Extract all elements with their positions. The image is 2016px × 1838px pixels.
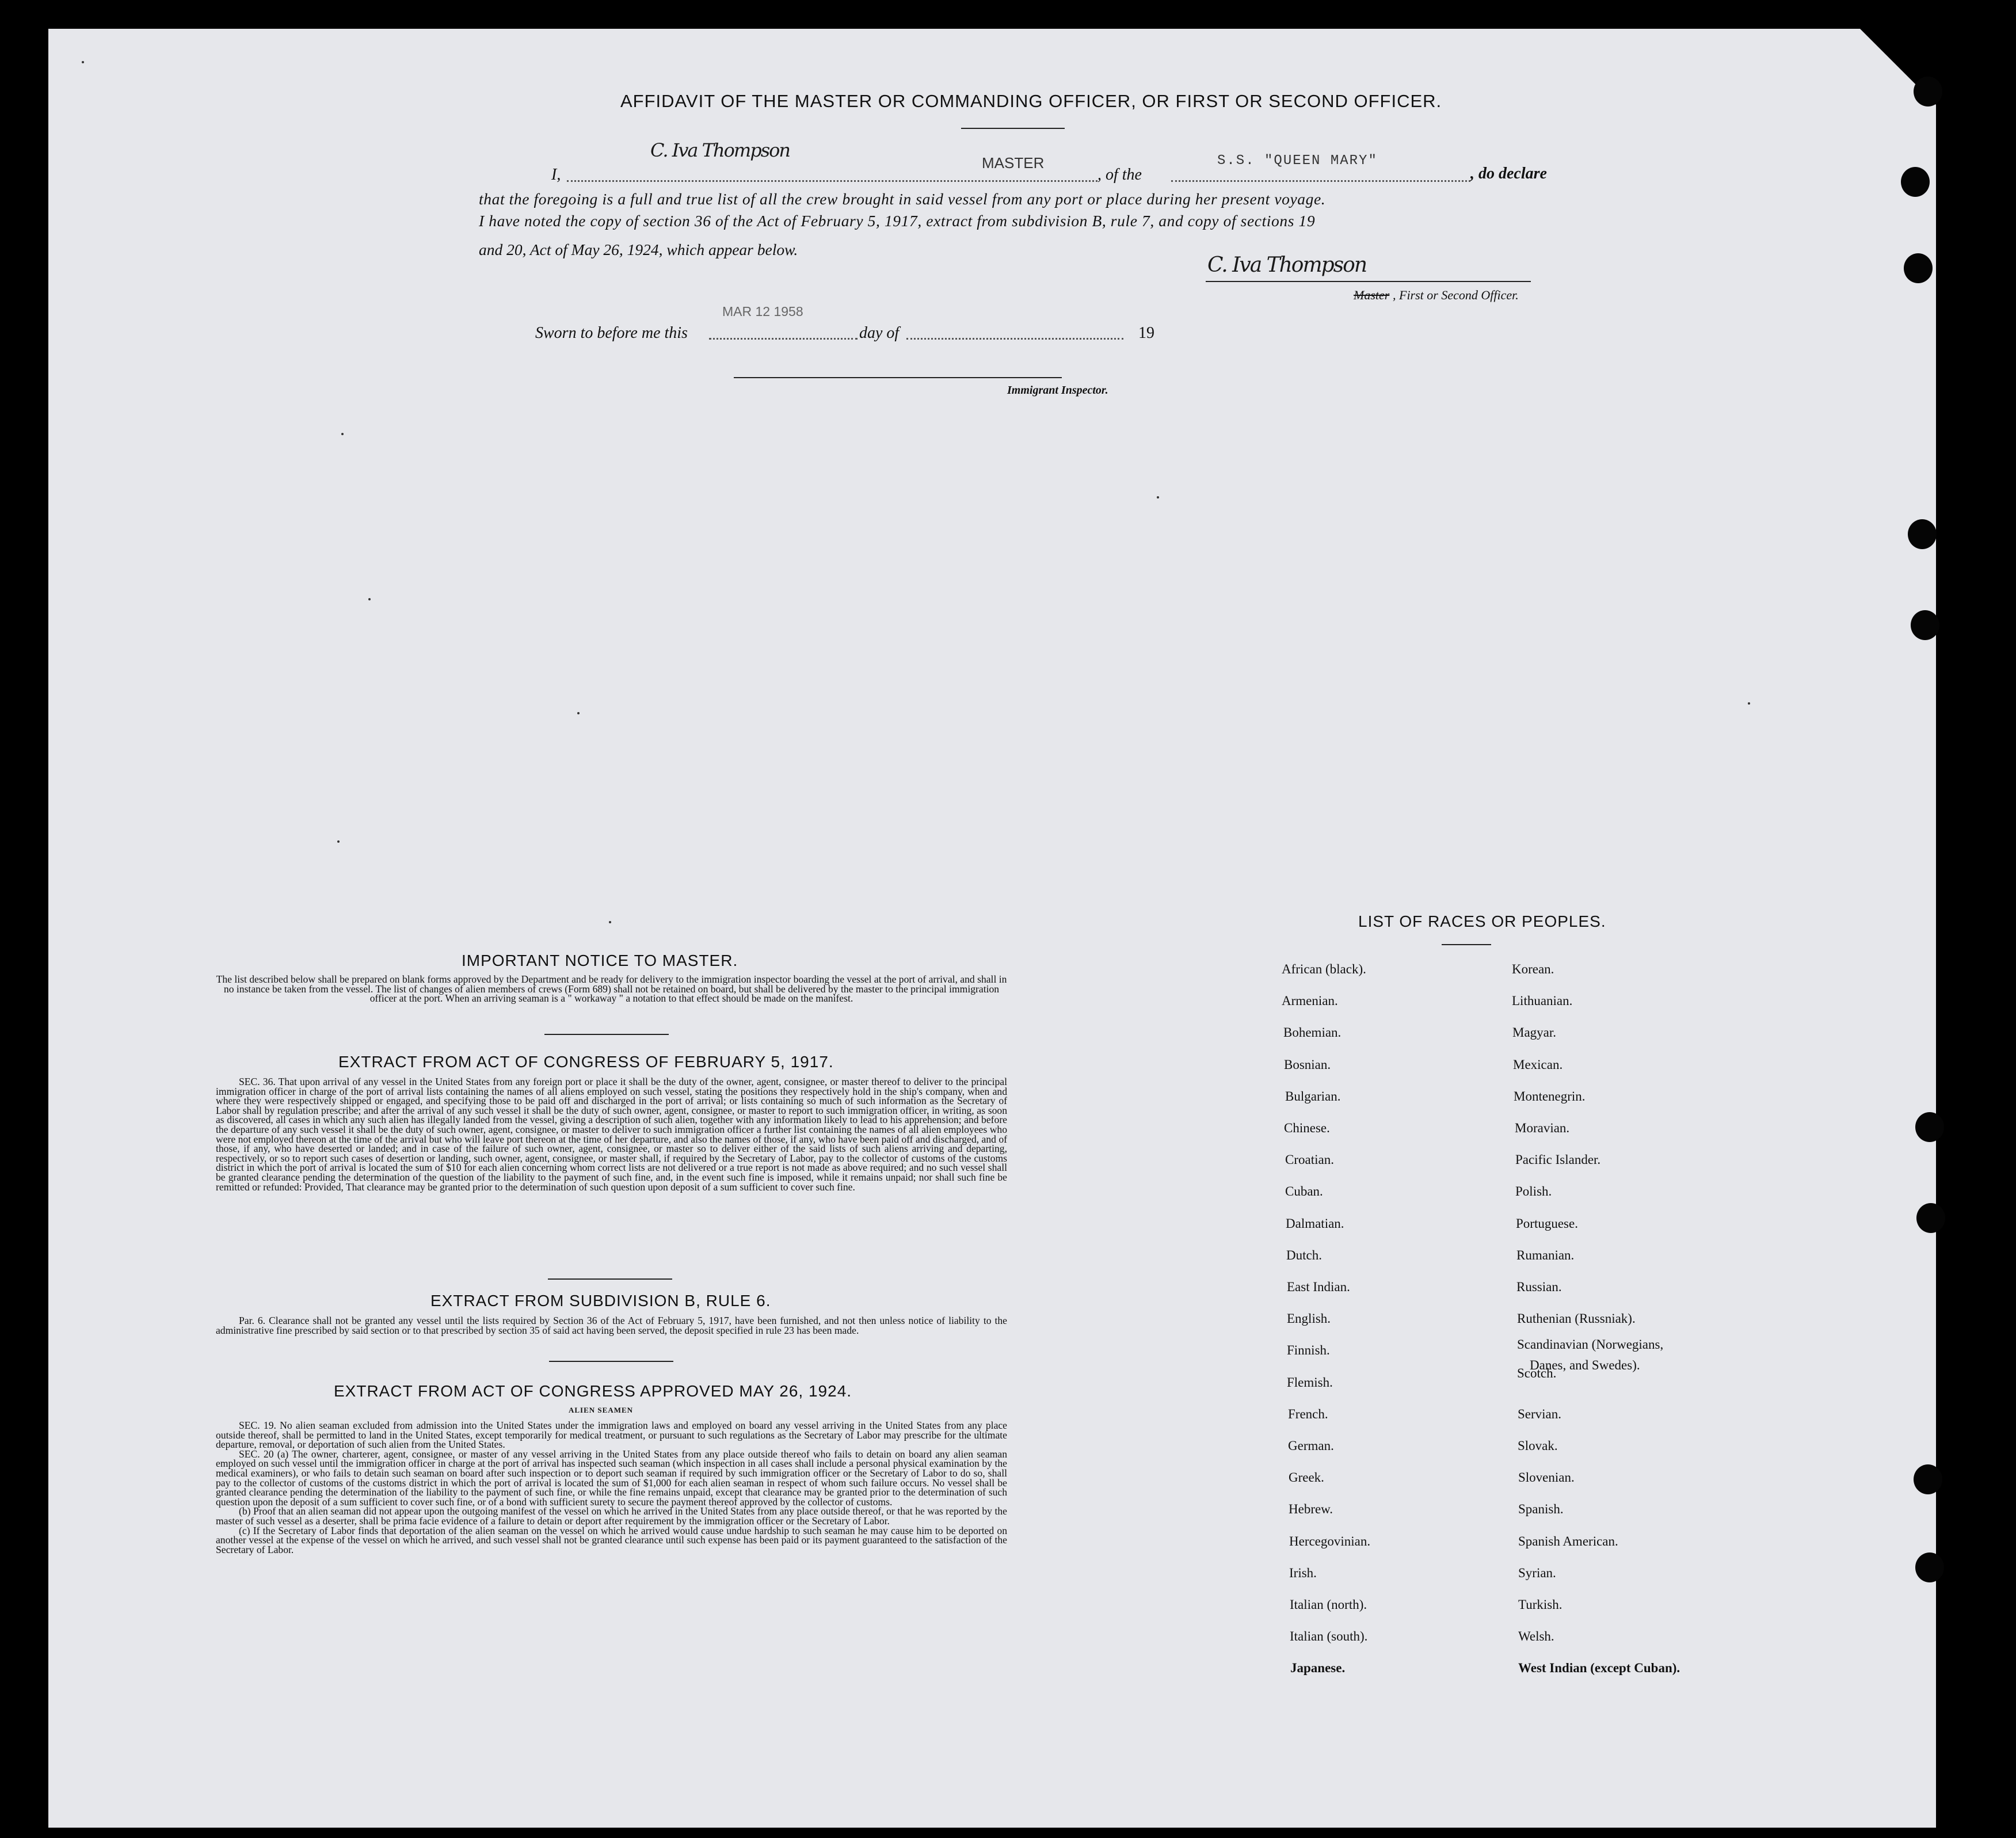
extract-1924-body xyxy=(216,1421,1007,1554)
notice-title: IMPORTANT NOTICE TO MASTER. xyxy=(462,952,738,969)
divider xyxy=(549,1361,673,1362)
divider xyxy=(548,1278,672,1280)
of-the-label: , of the xyxy=(1097,166,1142,184)
race-item: Chinese. xyxy=(1284,1121,1330,1135)
affidavit-title: AFFIDAVIT OF THE MASTER OR COMMANDING OFFICER, OR FIRST OR SECOND OFFICER. xyxy=(620,91,1442,111)
race-item: Dalmatian. xyxy=(1286,1216,1344,1231)
race-item: Bosnian. xyxy=(1284,1057,1331,1072)
race-item: Servian. xyxy=(1518,1407,1562,1421)
race-item: Bohemian. xyxy=(1283,1025,1342,1040)
race-item: Italian (north). xyxy=(1290,1597,1367,1612)
master-struck: Master xyxy=(1354,288,1390,302)
race-item-continuation: Danes, and Swedes). xyxy=(1530,1358,1640,1372)
alien-seamen-subtitle: ALIEN SEAMEN xyxy=(569,1406,634,1414)
vessel-line xyxy=(1171,180,1470,182)
do-declare-label: , do declare xyxy=(1470,165,1547,182)
affidavit-line-1: that the foregoing is a full and true list of all the crew brought in said vessel from any port or place during her present voyage. xyxy=(479,190,1326,208)
race-item: Polish. xyxy=(1515,1184,1552,1198)
race-item: Spanish. xyxy=(1518,1502,1564,1516)
race-item: French. xyxy=(1288,1407,1328,1421)
inspector-caption: Immigrant Inspector. xyxy=(1007,384,1108,397)
punch-hole xyxy=(1914,77,1942,106)
race-item: East Indian. xyxy=(1287,1280,1350,1294)
extract-rule6-text: Par. 6. Clearance shall not be granted any vessel until the lists required by Section 36 of the Act of February 5, 1917, have been furnished, and not then unless notice of liability to the administrative fine prescribed by said section or to that prescribed by section 35 of said act having been served, the deposit specified in rule 23 has been made. xyxy=(216,1315,1007,1336)
race-item: Dutch. xyxy=(1286,1248,1322,1262)
sworn-day-line xyxy=(709,338,858,340)
race-item: Lithuanian. xyxy=(1512,994,1573,1008)
notice-paragraph: The list described below shall be prepared on blank forms approved by the Department and be ready for delivery to the immigration inspector boarding the vessel at the port of arrival, and shall in no instance be taken from the vessel. The list of changes of alien members of crews (Form 689) shall not be retained on board, but shall be delivered by the master to the principal immigration officer at the port. When an arriving seaman is a " workaway " a notation to that effect should be made on the manifest. xyxy=(216,973,1007,1004)
race-item: Rumanian. xyxy=(1516,1248,1575,1262)
race-item: German. xyxy=(1288,1439,1334,1453)
extract-1924-title: EXTRACT FROM ACT OF CONGRESS APPROVED MAY 26, 1924. xyxy=(334,1382,852,1400)
extract-1917-text: SEC. 36. That upon arrival of any vessel in the United States from any foreign port or place it shall be the duty of the owner, agent, consignee, or master thereof to deliver to the principal immigration officer in charge of the port of arrival lists containing the names of all aliens employed on such vessel, stating the positions they respectively hold in the ship's company, when and where they were respectively shipped or engaged, and specifying those to be paid off and discharged in the port of arrival; or lists containing so much of such information as the Secretary of Labor shall by regulation prescribe; and after the arrival of any such vessel it shall be the duty of such owner, agent, consignee, or master to report to such immigration officer, in writing, as soon as discovered, all cases in which any such alien has illegally landed from the vessel, giving a description of such alien, together with any information likely to lead to his apprehension; and before the departure of any such vessel it shall be the duty of such owner, agent, consignee, or master to deliver to such immigration officer a further list containing the names of all alien employees who were not employed thereon at the time of the arrival but who will leave port thereon at the time of her departure, and also the names of those, if any, who have been paid off and discharged, and of those, if any, who have deserted or landed; and in case of the failure of such owner, agent, consignee, or master so to deliver either of the said lists of such aliens arriving and departing, respectively, or so to report such cases of desertion or landing, such owner, agent, consignee, or master shall, if required by the Secretary of Labor, pay to the collector of customs of the customs district in which the port of arrival is located the sum of $10 for each alien concerning whom correct lists are not delivered or a true report is not made as above required; and no such vessel shall be granted clearance pending the determination of the question of the liability to the payment of such fine, and, in the event such fine is imposed, while it remains unpaid; nor shall such fine be remitted or refunded: Provided, That clearance may be granted prior to the determination of such question upon deposit of a sum sufficient to cover such fine. xyxy=(216,1076,1007,1193)
race-item: African (black). xyxy=(1282,962,1366,976)
speck xyxy=(609,921,611,923)
master-name-line xyxy=(567,180,1097,182)
affidavit-i-label: I, xyxy=(551,166,561,184)
punch-hole xyxy=(1908,519,1937,549)
extract-1924-para-2: SEC. 20 (a) The owner, charterer, agent, consignee, or master of any vessel arriving in the United States from any place outside thereof who fails to detain on board any alien seaman employed on such vessel until the immigration officer in charge at the port of arrival has inspected such seaman (which inspection in all cases shall include a personal physical examination by the medical examiners), or who fails to detain such seaman on board after such inspection or to deport such seaman if required by such immigration officer or the Secretary of Labor to do so, shall pay to the collector of customs of the customs district in which the port of arrival is located the sum of $1,000 for each alien seaman in respect of whom such failure occurs. No vessel shall be granted clearance pending the determination of the liability to the payment of such fine, or while the fine remains unpaid, except that clearance may be granted prior to the determination of such question upon the deposit of a sum sufficient to cover such fine, or of a bond with sufficient surety to secure the payment thereof approved by the collector of customs. xyxy=(216,1448,1007,1508)
race-item: West Indian (except Cuban). xyxy=(1518,1661,1680,1675)
punch-hole xyxy=(1915,1552,1944,1582)
race-item: Montenegrin. xyxy=(1514,1089,1586,1103)
punch-hole xyxy=(1911,610,1939,640)
punch-hole xyxy=(1904,253,1933,283)
extract-rule6-body xyxy=(216,1316,1007,1335)
race-item: Spanish American. xyxy=(1518,1534,1618,1548)
speck xyxy=(1748,702,1750,705)
race-item: Hercegovinian. xyxy=(1289,1534,1371,1548)
extract-1924-para-4: (c) If the Secretary of Labor finds that deportation of the alien seaman on the vessel on which he arrived would cause undue hardship to such seaman he may cause him to be deported on another vessel at the expense of the vessel on which he arrived, and such vessel shall not be granted clearance until such expense has been paid or its payment guaranteed to the satisfaction of the Secretary of Labor. xyxy=(216,1524,1007,1555)
race-item: Cuban. xyxy=(1285,1184,1323,1198)
race-item: Armenian. xyxy=(1282,994,1338,1008)
signature-line xyxy=(1206,281,1531,282)
year-label: 19 xyxy=(1138,324,1154,342)
sworn-label: Sworn to before me this xyxy=(535,324,688,342)
divider xyxy=(544,1034,669,1035)
sworn-month-line xyxy=(906,338,1123,340)
race-item: Magyar. xyxy=(1512,1025,1557,1040)
extract-1917-title: EXTRACT FROM ACT OF CONGRESS OF FEBRUARY 5, 1917. xyxy=(338,1053,834,1071)
inspector-line xyxy=(734,377,1062,378)
day-of-label: day of xyxy=(859,324,900,342)
speck xyxy=(1157,496,1159,498)
race-item: Italian (south). xyxy=(1290,1629,1368,1643)
master-signature-top: C. Iva Thompson xyxy=(650,139,790,161)
race-item: Russian. xyxy=(1516,1280,1562,1294)
race-item: English. xyxy=(1287,1311,1331,1326)
race-item: Scotch. xyxy=(1517,1366,1557,1380)
notice-text xyxy=(216,975,1007,1003)
document-page xyxy=(48,29,1936,1828)
race-item: Korean. xyxy=(1512,962,1554,976)
speck xyxy=(82,61,84,63)
race-item: Ruthenian (Russniak). xyxy=(1517,1311,1636,1326)
punch-hole xyxy=(1915,1112,1944,1142)
race-item: Portuguese. xyxy=(1516,1216,1578,1231)
master-typed: MASTER xyxy=(982,154,1045,172)
affidavit-line-3: and 20, Act of May 26, 1924, which appear below. xyxy=(479,241,798,258)
race-item: Turkish. xyxy=(1518,1597,1563,1612)
affidavit-line-2: I have noted the copy of section 36 of the Act of February 5, 1917, extract from subdivision B, rule 7, and copy of sections 19 xyxy=(479,212,1316,230)
race-item: Pacific Islander. xyxy=(1515,1152,1601,1167)
race-item: Slovenian. xyxy=(1518,1470,1575,1485)
extract-1924-para-3: (b) Proof that an alien seaman did not appear upon the outgoing manifest of the vessel on which he arrived in the United States from any place outside thereof, or that he was reported by the master of such vessel as a deserter, shall be prima facie evidence of a failure to detain or deport after requirement by the immigration officer or the Secretary of Labor. xyxy=(216,1505,1007,1527)
race-item: Slovak. xyxy=(1518,1439,1558,1453)
races-title-rule xyxy=(1442,944,1491,945)
title-rule xyxy=(961,128,1065,129)
speck xyxy=(337,840,340,843)
race-item: Irish. xyxy=(1289,1566,1317,1580)
extract-rule6-title: EXTRACT FROM SUBDIVISION B, RULE 6. xyxy=(430,1292,771,1310)
officer-signature: C. Iva Thompson xyxy=(1207,253,1366,277)
sworn-date-stamp: MAR 12 1958 xyxy=(722,304,803,319)
speck xyxy=(341,433,344,435)
race-item: Croatian. xyxy=(1285,1152,1334,1167)
race-item: Moravian. xyxy=(1515,1121,1570,1135)
race-item: Scandinavian (Norwegians, xyxy=(1517,1337,1664,1352)
extract-1924-para-1: SEC. 19. No alien seaman excluded from admission into the United States under the immigration laws and employed on board any vessel arriving in the United States from any place outside thereof, shall be permitted to land in the United States, except temporarily for medical treatment, or pursuant to such regulations as the Secretary of Labor may prescribe for the ultimate departure, removal, or deportation of such alien from the United States. xyxy=(216,1420,1007,1451)
race-item: Japanese. xyxy=(1290,1661,1346,1675)
vessel-name: S.S. "QUEEN MARY" xyxy=(1217,153,1378,169)
race-item: Mexican. xyxy=(1513,1057,1563,1072)
race-item: Flemish. xyxy=(1287,1375,1333,1390)
race-item: Welsh. xyxy=(1518,1629,1554,1643)
speck xyxy=(577,712,580,714)
officer-caption: , First or Second Officer. xyxy=(1393,288,1519,302)
extract-1917-body xyxy=(216,1077,1007,1192)
race-item: Greek. xyxy=(1289,1470,1324,1485)
punch-hole xyxy=(1901,167,1930,197)
race-item: Syrian. xyxy=(1518,1566,1556,1580)
race-item: Finnish. xyxy=(1287,1343,1330,1357)
race-item: Hebrew. xyxy=(1289,1502,1333,1516)
races-title: LIST OF RACES OR PEOPLES. xyxy=(1358,912,1606,930)
punch-hole xyxy=(1916,1203,1945,1233)
race-item: Bulgarian. xyxy=(1285,1089,1341,1103)
punch-hole xyxy=(1914,1464,1942,1494)
speck xyxy=(368,598,371,600)
